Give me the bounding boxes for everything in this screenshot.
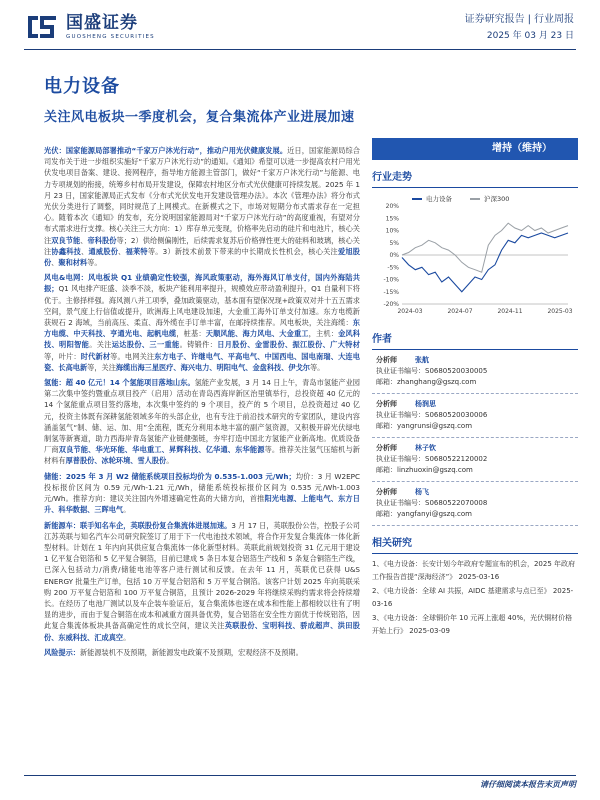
logo-name-en: GUOSHENG SECURITIES bbox=[66, 34, 155, 40]
section-heading-risk: 风险提示： bbox=[44, 647, 80, 657]
x-tick-label: 2024-07 bbox=[447, 308, 473, 315]
logo-mark-icon bbox=[24, 12, 60, 42]
page-header bbox=[0, 0, 600, 60]
mail-label: 邮箱： bbox=[376, 466, 397, 474]
x-tick-label: 2024-03 bbox=[397, 308, 423, 315]
header-divider bbox=[24, 49, 576, 50]
footer-divider bbox=[24, 775, 576, 776]
logo-name: 国盛证券 bbox=[66, 13, 138, 33]
stock-highlight: 双良节能 bbox=[51, 235, 81, 245]
mail-label: 邮箱： bbox=[376, 510, 397, 518]
stock-highlight: 东方电缆、中天科技、亨通光电、起帆电缆 bbox=[44, 318, 360, 339]
stock-highlight: 阳光电源、上能电气、东方日升、科华数据、三晖电气 bbox=[44, 494, 360, 515]
author-role: 分析师 bbox=[376, 400, 397, 408]
authors-list bbox=[372, 350, 578, 526]
report-type: 证券研究报告 bbox=[464, 14, 525, 25]
text-fragment: 、 bbox=[118, 246, 126, 256]
y-tick-label: 5% bbox=[389, 239, 399, 247]
author-cert: S0680520030005 bbox=[425, 367, 488, 375]
cert-label: 执业证书编号： bbox=[376, 455, 425, 463]
report-subtitle: 关注风电板块一季度机会，复合集流体产业进展加速 bbox=[44, 110, 355, 125]
x-tick-label: 2025-03 bbox=[547, 308, 573, 315]
report-date: 2025 年 03 月 23 日 bbox=[486, 31, 574, 41]
text-fragment: 等。 bbox=[309, 362, 325, 372]
section-text-pv: 近日，国家能源局综合司发布关于进一步组织实施好“千家万户沐光行动”的通知。《通知》希望可以进一步提高农村户用光伏发电项目备案、建设、接网程序，指导地方能源主管部门，做好“千家万户沐光行动”与能源、电力专项规划的衔接，统筹乡村布局开发建设，保障农村地区分布式光伏健康可持续发展。2025 年 1 月 23 日，国家能源局正式发布《分布式光伏发电开发建设管理办法》。本次《管理办法》将分布式光伏分类进行了调整，同时规范了上网模式。在新模式之下，市场对短期分布式需求存在一定担心。随着本次《通知》的发布，充分说明国家能源局对“千家万户沐光行动”的高度重视，有望对分布式需求进行支撑。核心关注三大方向：1）库存单元变现，价格率先启动的硅片和电池片，核心关注 bbox=[44, 146, 360, 245]
stock-highlight: 帝科股份 bbox=[87, 235, 117, 245]
text-fragment: 。铸锻件： bbox=[179, 340, 218, 350]
section-heading-hydrogen: 氢能：超 40 亿元！14 个氢能项目落地山东。 bbox=[44, 378, 195, 388]
related-report-date: 2025-03-16 bbox=[456, 572, 500, 581]
y-tick-label: 20% bbox=[385, 203, 399, 211]
author-cert: S0680520030006 bbox=[425, 411, 488, 419]
mail-label: 邮箱： bbox=[376, 422, 397, 430]
text-fragment: ，桩基： bbox=[176, 329, 206, 339]
author-entry bbox=[372, 350, 578, 394]
section-hydrogen bbox=[44, 377, 360, 467]
stock-highlight: 协鑫科技 bbox=[51, 246, 82, 256]
cert-label: 执业证书编号： bbox=[376, 499, 425, 507]
stock-highlight: 双良节能、华光环能、华电重工、昇辉科技、亿华通、东华能源 bbox=[58, 445, 265, 455]
text-fragment: 。 bbox=[123, 505, 131, 515]
stock-highlight: 日月股份、金雷股份、振江股份、广大特材 bbox=[217, 340, 360, 350]
series-line-index bbox=[402, 223, 568, 272]
section-storage bbox=[44, 471, 360, 516]
section-risk bbox=[44, 647, 360, 658]
section-photovoltaic bbox=[44, 145, 360, 268]
legend-label-index: 沪深300 bbox=[484, 195, 510, 203]
sidebar bbox=[372, 138, 578, 639]
category-separator: | bbox=[527, 14, 531, 25]
text-fragment: 。 bbox=[166, 456, 174, 466]
y-tick-label: 0% bbox=[389, 252, 399, 260]
y-tick-label: 15% bbox=[385, 215, 399, 223]
cert-label: 执业证书编号： bbox=[376, 367, 425, 375]
author-role: 分析师 bbox=[376, 356, 397, 364]
stock-highlight: 福莱特 bbox=[125, 246, 148, 256]
section-heading-ev: 新能源车：联手知名车企，英联股份复合集流体进展加速。 bbox=[44, 520, 232, 530]
section-text-wind: Q1 风电排产旺盛、淡季不淡，板块产能利用率提升，规模效应带动盈利提升，Q1 自量利下将优于。主修择样强。海风测八并工项季，叠加政策驱动，基本面有望保况现+政策双对并十五五需求空间，景气度上行信值或提升，欧洲海上风电建设加速，大金重工海外订单支付加速。东方电缆新获规石 2 海域，当前高压、柔直、海外缆在手订单丰富，在邮持续推荐。风电板块，关注海缆： bbox=[44, 284, 360, 328]
stock-highlight: 海缆出海三星医疗、海兴电力、明阳电气、金盘科技、伊戈尔 bbox=[115, 362, 310, 372]
stock-highlight: 东方电子、许继电气、平高电气、中国西电、国电南瑞、大连电瓷、长高电新 bbox=[44, 351, 360, 372]
text-fragment: 、 bbox=[80, 235, 88, 245]
author-name: 张航 bbox=[415, 356, 429, 364]
text-fragment: 等。推荐关注氢气压缩机与新材料有 bbox=[44, 445, 360, 466]
stock-highlight: 金风科技、明阳智能 bbox=[44, 329, 360, 350]
related-report-title: 1、《电力设备：长安计划今年政府专题宣布的机会，2025 年政府工作报告首提“深海经济”》 bbox=[372, 560, 575, 581]
text-fragment: 。 bbox=[123, 632, 131, 642]
text-fragment: 。关注 bbox=[89, 340, 112, 350]
section-ev bbox=[44, 520, 360, 643]
author-role: 分析师 bbox=[376, 488, 397, 496]
section-text-storage: 均价：3 月 W2EPC 投标报价区间为 0.59 元/Wh-1.21 元/Wh，储能系统投标报价区间为 0.535 元/Wh-1.003 元/Wh。推荐方向：建议关注国内外增速确定性高的大储方向，首推 bbox=[44, 471, 361, 504]
y-tick-label: -10% bbox=[383, 276, 399, 284]
legend-swatch-sector bbox=[412, 198, 422, 200]
trend-heading: 行业走势 bbox=[372, 170, 578, 188]
author-email[interactable]: linzhuoxin@gszq.com bbox=[397, 466, 473, 474]
section-text-risk: 新能源装机不及预期，新能源发电政策不及预期，宏观经济不及预期。 bbox=[79, 647, 303, 657]
footer-disclaimer: 请仔细阅读本报告末页声明 bbox=[480, 780, 576, 789]
authors-heading: 作者 bbox=[372, 332, 578, 350]
trend-chart bbox=[372, 192, 578, 322]
section-wind-grid bbox=[44, 272, 360, 373]
legend-swatch-index bbox=[470, 198, 480, 200]
author-name: 林子钦 bbox=[415, 444, 436, 452]
text-fragment: ，主机： bbox=[308, 329, 339, 339]
y-tick-label: 10% bbox=[385, 227, 399, 235]
author-entry bbox=[372, 394, 578, 438]
y-tick-label: -5% bbox=[387, 264, 399, 272]
chart-legend bbox=[412, 194, 509, 203]
related-heading: 相关研究 bbox=[372, 536, 578, 554]
author-cert: S0680522070008 bbox=[425, 499, 488, 507]
trend-chart-svg bbox=[372, 192, 578, 322]
related-report-link[interactable] bbox=[372, 612, 578, 637]
related-report-date: 2025-03-16 bbox=[372, 587, 574, 608]
related-report-link[interactable] bbox=[372, 558, 578, 583]
related-report-date: 2025-03-09 bbox=[407, 626, 450, 635]
text-fragment: 等，叶片： bbox=[44, 351, 81, 361]
related-report-title: 3、《电力设备：全球铜价年 10 元再上涨超 40%，光伏铜材价格开始上行》 bbox=[372, 614, 573, 635]
text-fragment: 、 bbox=[81, 246, 89, 256]
stock-highlight: 时代新材 bbox=[80, 351, 111, 361]
stock-highlight: 英联股份、宝明科技、骄成超声、洪田股份、东威科技、汇成真空 bbox=[44, 621, 360, 642]
related-research-list bbox=[372, 558, 578, 637]
stock-highlight: 运达股份、三一重能 bbox=[111, 340, 180, 350]
stock-highlight: 天顺风能、海力风电、大金重工 bbox=[205, 329, 309, 339]
x-tick-label: 2024-11 bbox=[497, 308, 523, 315]
stock-highlight: 聚和材料 bbox=[58, 258, 88, 268]
section-heading-pv: 光伏：国家能源局部署推动“千家万户沐光行动”，推动户用光伏健康发展。 bbox=[44, 146, 288, 155]
report-body bbox=[44, 145, 360, 662]
text-fragment: 、 bbox=[51, 258, 59, 268]
author-entry bbox=[372, 482, 578, 526]
y-tick-label: -15% bbox=[383, 288, 399, 296]
author-role: 分析师 bbox=[376, 444, 397, 452]
report-category bbox=[465, 12, 574, 28]
section-heading-wind: 风电&电网：风电板块 Q1 业绩确定性较强，海风政策驱动，海外海风订单支付，国内外海陆共振； bbox=[44, 273, 360, 294]
related-report-link[interactable] bbox=[372, 585, 578, 610]
y-tick-label: -20% bbox=[383, 301, 399, 309]
report-title: 电力设备 bbox=[44, 76, 120, 97]
stock-highlight: 爱旭股份 bbox=[44, 246, 360, 268]
section-text-ev: 3 月 17 日，英联股份公告，控股子公司江苏英联与知名汽车公司研究院签订了用于下一代电池技术领域，将合作开发复合集流体一体化新型材料。计划在 1 年内向其供应复合集流体一体化新型材料。英联此前规划投资 31 亿元用于建设 1 亿平复合铝箔和 5 亿平复合铜箔，目前已建成 5 条日本复合铝箔生产线和 5 条复合铜箔生产线，已深入包括动力/消费/储能电池等客户进行测试和反馈。在去年 11 月，英联优已获得 U&S ENERGY 批量生产订单，包括 10 万平复合铝箔和 5 万平复合铜箔。该客户计划 2025 年向英联采购 200 万平复合铝箔和 100 万平复合铜箔，且预计 2026-2029 年将继续采购约需求将会持续增长。在经历了电池厂测试以及车企装车验证后，复合集流体也逐在成本和性能上都相较以往有了明显的进步，而由于复合铜箔在成本和减重方面具备优势，复合铝箔在安全性方面优于传统铝箔，因此复合集流体板块具备高确定性的成长空间，建议关注 bbox=[44, 520, 360, 631]
mail-label: 邮箱： bbox=[376, 378, 397, 386]
rating-badge: 增持（维持） bbox=[372, 138, 578, 160]
text-fragment: 等。3）新技术前景下带来的中长期成长性机会，核心关注 bbox=[147, 246, 338, 256]
text-fragment: 等，关注 bbox=[87, 362, 116, 372]
stock-highlight: 厚普股份、冰轮环境、雪人股份 bbox=[65, 456, 167, 466]
author-name: 杨润思 bbox=[415, 400, 436, 408]
author-email[interactable]: zhanghang@gszq.com bbox=[397, 378, 477, 386]
text-fragment: 等。电网关注 bbox=[110, 351, 155, 361]
section-text-hydrogen: 氢能产业发展，3 月 14 日上午，青岛市氢能产业园第二次集中签约暨重点项目投产（启用）活动在青岛西海岸新区治里镇举行，总投资超 40 亿元的 14 个氢能重点项目签约落地，本次集中签约的 9 个项目，投产的 5 个项目，总投资超过 40 亿元，投资主体既有深耕氢能领域多年的头部企业，也有专注于前沿技术研究的专家团队，建设内容涵盖氢气“制、储、运、加、用”全流程，既充分利用本地丰富的副产氢资源，又积极开辟光伏绿电制氢等新赛道，助力西海岸青岛氢能产业链健强链，夯牢打造中国北方氢能产业新高地。优质设备厂商 bbox=[44, 378, 360, 455]
text-fragment: 等；2）供给侧偏刚性，后续需求复苏后价格弹性更大的硅料和玻璃，核心关注 bbox=[44, 235, 360, 256]
author-cert: S0680522120002 bbox=[425, 455, 488, 463]
text-fragment: 等。 bbox=[87, 258, 102, 268]
author-email[interactable]: yangfanyi@gszq.com bbox=[397, 510, 472, 518]
cert-label: 执业证书编号： bbox=[376, 411, 425, 419]
author-name: 杨飞 bbox=[415, 488, 429, 496]
author-entry bbox=[372, 438, 578, 482]
stock-highlight: 通威股份 bbox=[88, 246, 119, 256]
section-heading-storage: 储能：2025 年 3 月 W2 储能系统项目投标均价为 0.535-1.003 元/Wh； bbox=[44, 471, 296, 481]
legend-label-sector: 电力设备 bbox=[426, 195, 452, 203]
author-email[interactable]: yangrunsi@gszq.com bbox=[397, 422, 473, 430]
report-subtype: 行业周报 bbox=[534, 14, 574, 25]
related-report-title: 2、《电力设备：全球 AI 共振，AIDC 基建需求与点已至》 bbox=[372, 587, 551, 595]
logo bbox=[24, 12, 155, 42]
